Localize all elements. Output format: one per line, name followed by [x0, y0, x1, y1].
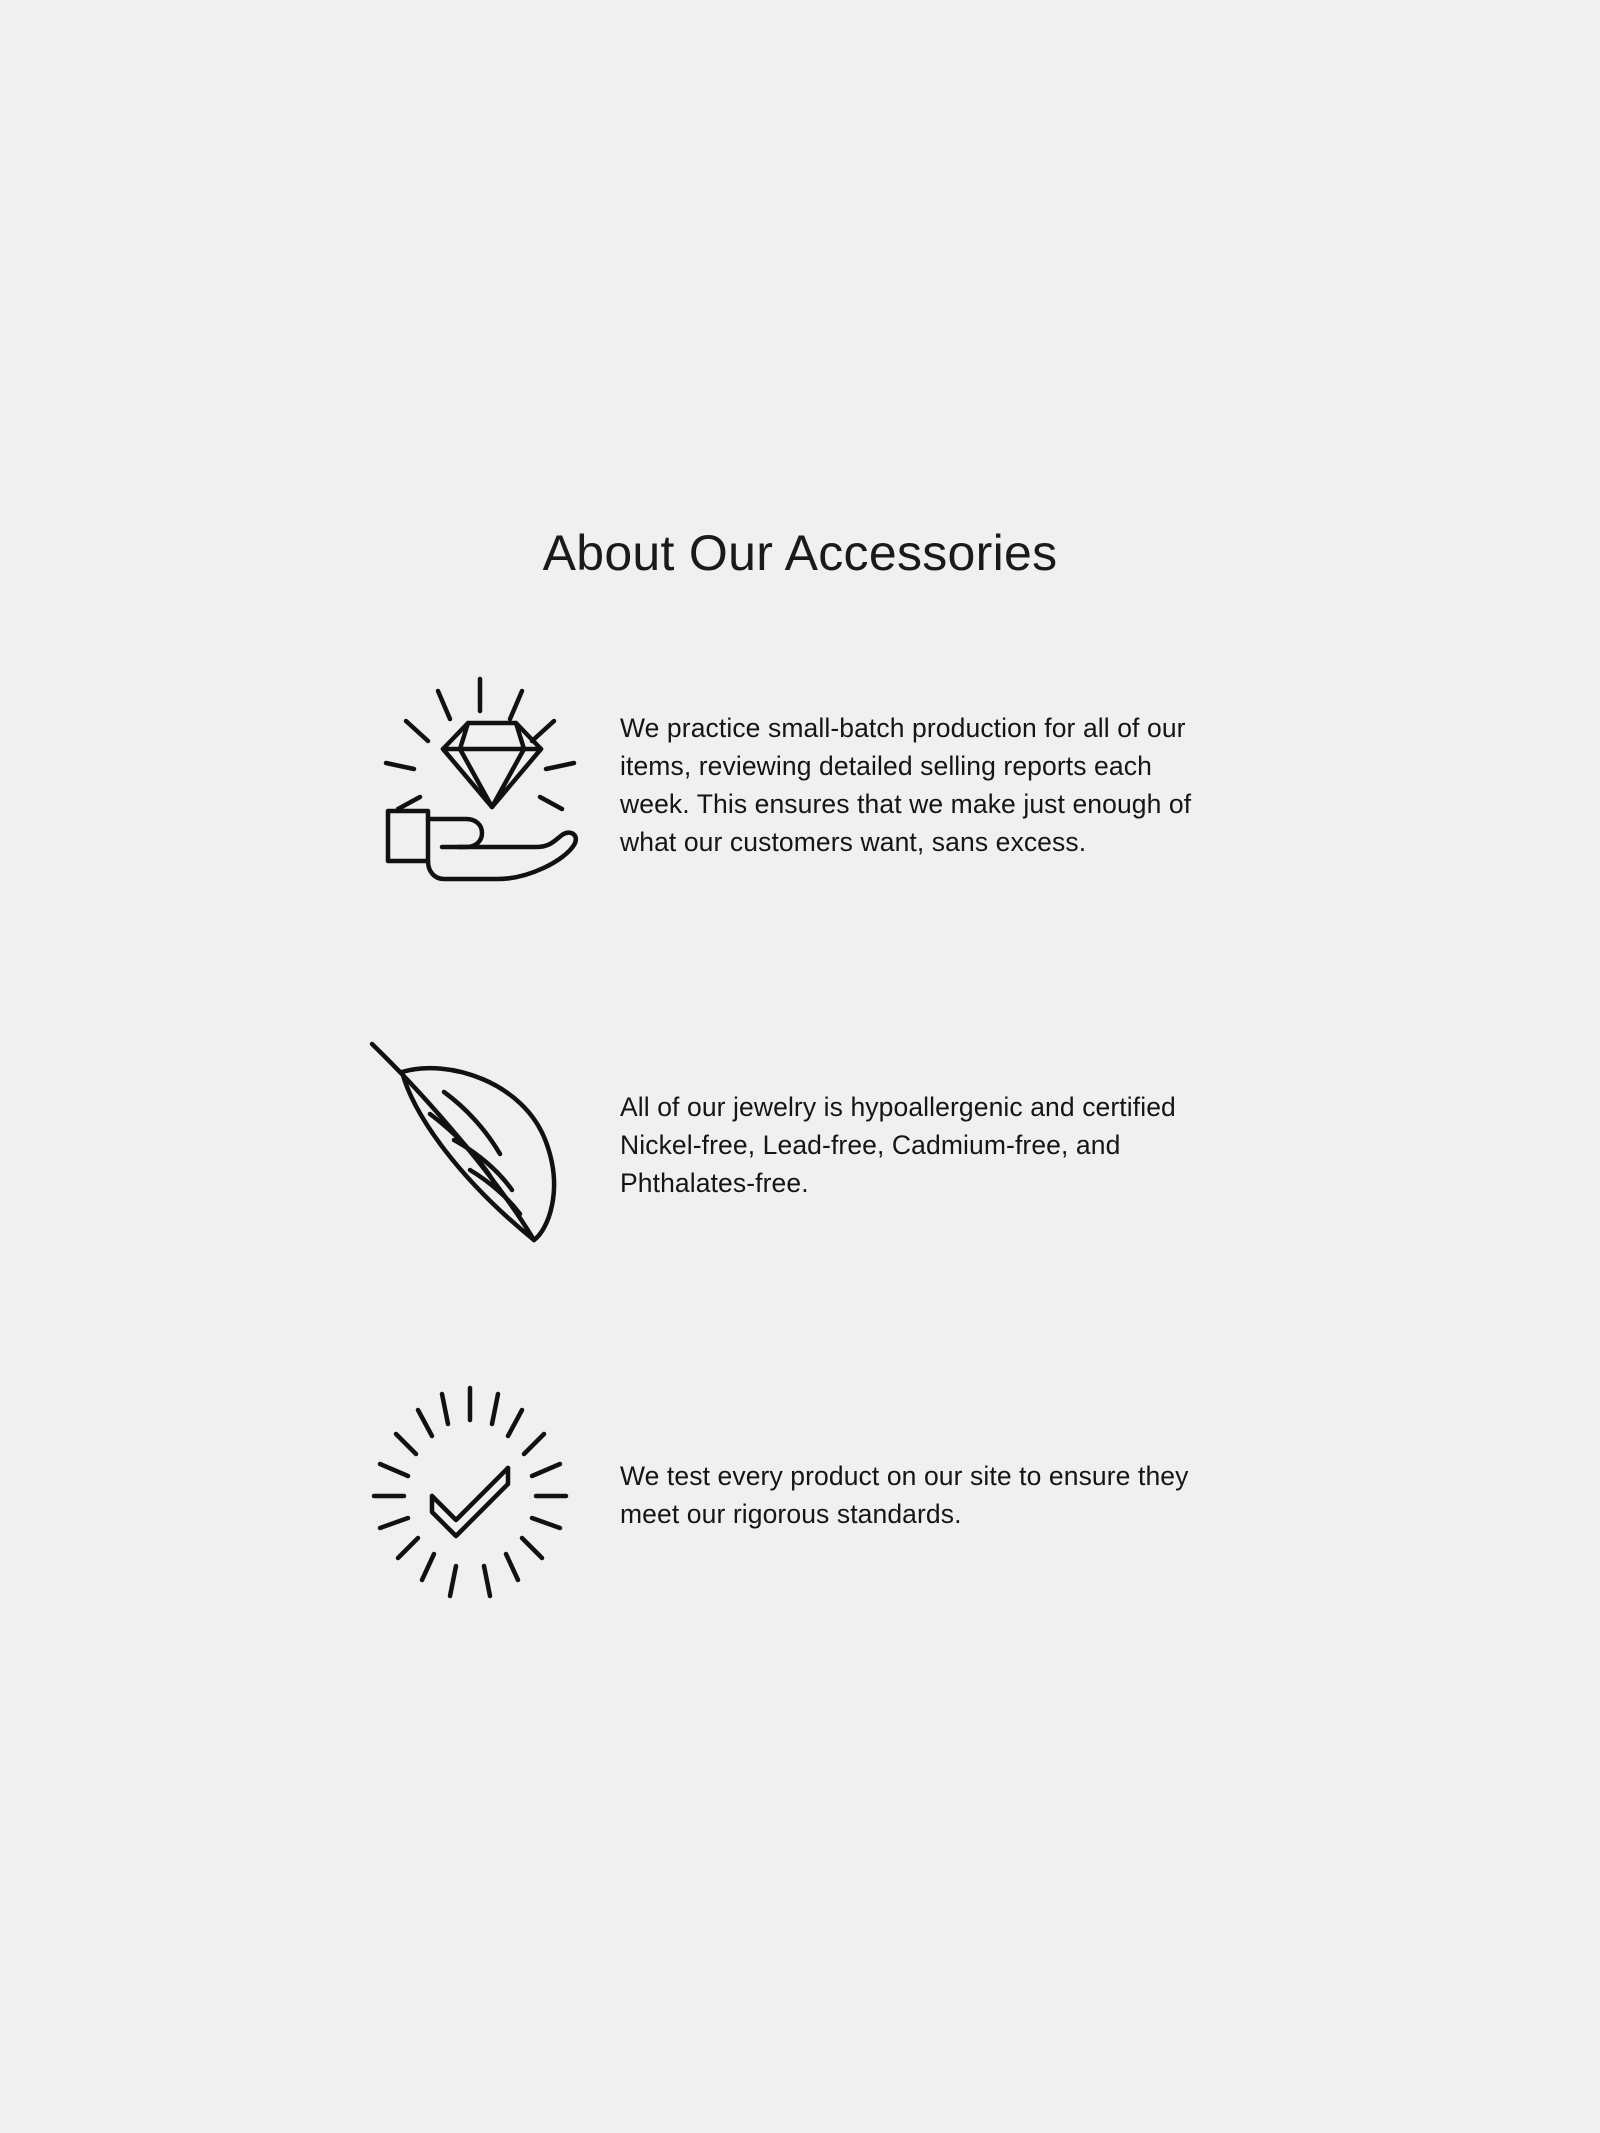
feature-list	[345, 660, 1255, 1610]
page-title: About Our Accessories	[542, 524, 1058, 581]
feature-item	[345, 1030, 1255, 1260]
diamond-in-hand-icon	[345, 660, 620, 910]
feature-text: We practice small-batch production for all of our items, reviewing detailed selling reports each week. This ensures that we make just enough of what our customers want, sans excess.	[620, 713, 1192, 857]
checkmark-burst-icon	[345, 1380, 620, 1610]
feature-item	[345, 1380, 1255, 1610]
feather-icon	[345, 1030, 620, 1260]
feature-text: We test every product on our site to ensure they meet our rigorous standards.	[620, 1461, 1189, 1529]
feature-item	[345, 660, 1255, 910]
feature-text: All of our jewelry is hypoallergenic and certified Nickel-free, Lead-free, Cadmium-free, and Phthalates-free.	[620, 1092, 1176, 1198]
